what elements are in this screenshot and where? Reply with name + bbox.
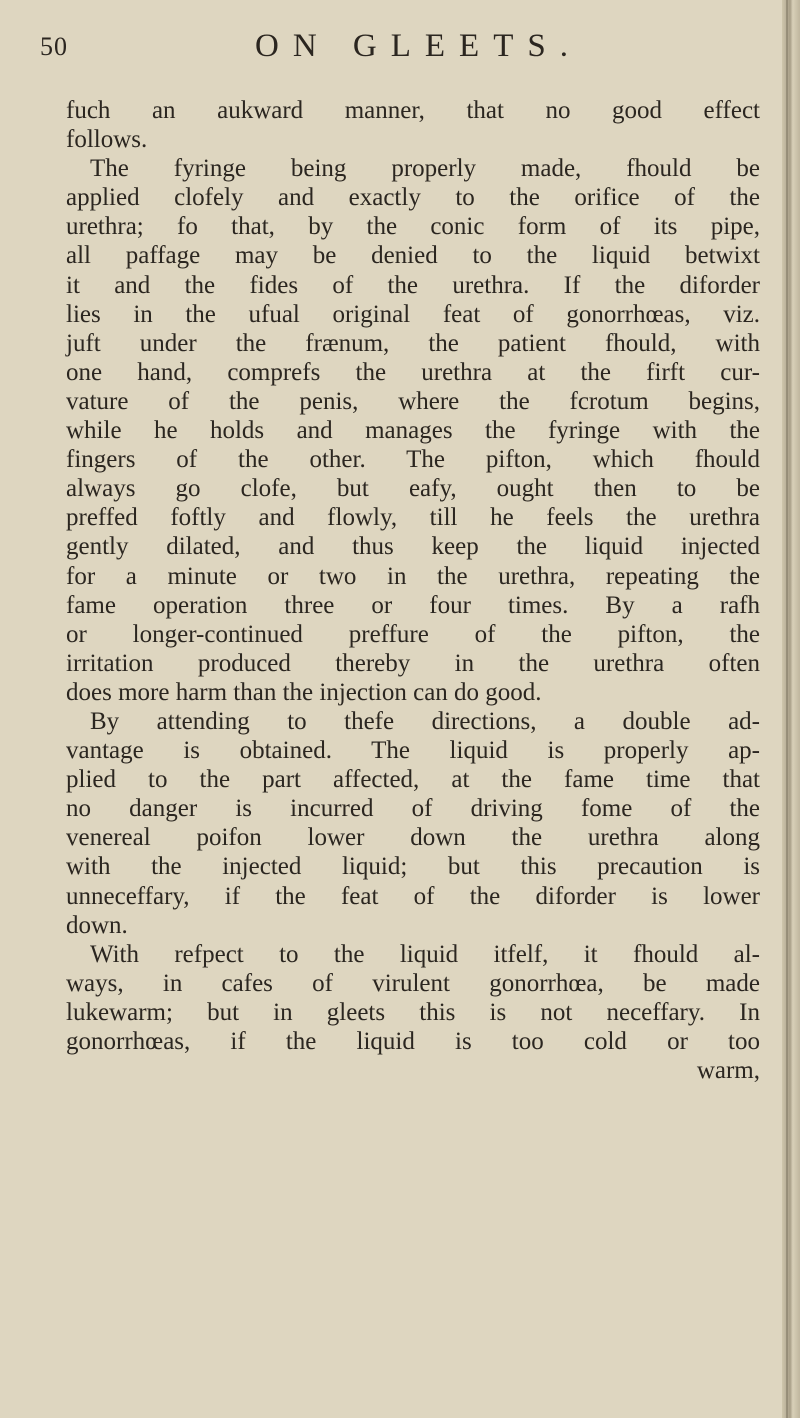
text-line: ways, in cafes of virulent gonorrhœa, be made bbox=[66, 969, 760, 997]
text-line: plied to the part affected, at the fame time that bbox=[66, 766, 760, 794]
text-line: gently dilated, and thus keep the liquid injected bbox=[66, 533, 760, 561]
page-edge-shadow bbox=[786, 0, 788, 1418]
page-edge bbox=[782, 0, 800, 1418]
catchword: warm, bbox=[696, 1057, 760, 1085]
text-line: By attending to thefe directions, a double ad- bbox=[90, 707, 760, 735]
text-line: for a minute or two in the urethra, repeating the bbox=[66, 562, 760, 590]
text-line: follows. bbox=[66, 126, 148, 154]
text-line: urethra; fo that, by the conic form of its pipe, bbox=[66, 213, 760, 241]
text-line: with the injected liquid; but this precaution is bbox=[66, 853, 760, 881]
text-line: fingers of the other. The pifton, which fhould bbox=[66, 446, 760, 474]
text-line: juft under the frænum, the patient fhould, with bbox=[66, 329, 760, 357]
text-line: fame operation three or four times. By a rafh bbox=[66, 591, 760, 619]
text-line: while he holds and manages the fyringe with the bbox=[66, 417, 760, 445]
text-line: one hand, comprefs the urethra at the firft cur- bbox=[66, 358, 760, 386]
text-line: all paffage may be denied to the liquid betwixt bbox=[66, 242, 760, 270]
text-line: vature of the penis, where the fcrotum begins, bbox=[66, 387, 760, 415]
text-line: always go clofe, but eafy, ought then to be bbox=[66, 475, 760, 503]
text-line: preffed foftly and flowly, till he feels the urethra bbox=[66, 504, 760, 532]
running-head: ON GLEETS. bbox=[255, 28, 582, 64]
page-number: 50 bbox=[40, 32, 68, 61]
text-line: The fyringe being properly made, fhould be bbox=[90, 155, 760, 183]
text-line: With refpect to the liquid itfelf, it fhould al- bbox=[90, 940, 760, 968]
text-line: or longer-continued preffure of the pifton, the bbox=[66, 620, 760, 648]
text-line: does more harm than the injection can do good. bbox=[66, 678, 542, 706]
text-line: venereal poifon lower down the urethra along bbox=[66, 824, 760, 852]
text-line: lukewarm; but in gleets this is not neceffary. In bbox=[66, 998, 760, 1026]
text-line: irritation produced thereby in the urethra often bbox=[66, 649, 760, 677]
text-line: gonorrhœas, if the liquid is too cold or too bbox=[66, 1028, 760, 1055]
text-line: applied clofely and exactly to the orifice of the bbox=[66, 184, 760, 212]
text-line: no danger is incurred of driving fome of the bbox=[66, 795, 760, 823]
text-line: it and the fides of the urethra. If the diforder bbox=[66, 271, 760, 299]
body-text bbox=[66, 96, 760, 1085]
page-header bbox=[40, 22, 760, 72]
text-line: down. bbox=[66, 911, 128, 939]
text-line: fuch an aukward manner, that no good effect bbox=[66, 97, 760, 124]
text-line: unneceffary, if the feat of the diforder is lower bbox=[66, 882, 760, 910]
text-line: lies in the ufual original feat of gonorrhœas, viz. bbox=[66, 300, 760, 328]
text-line: vantage is obtained. The liquid is properly ap- bbox=[66, 737, 760, 765]
